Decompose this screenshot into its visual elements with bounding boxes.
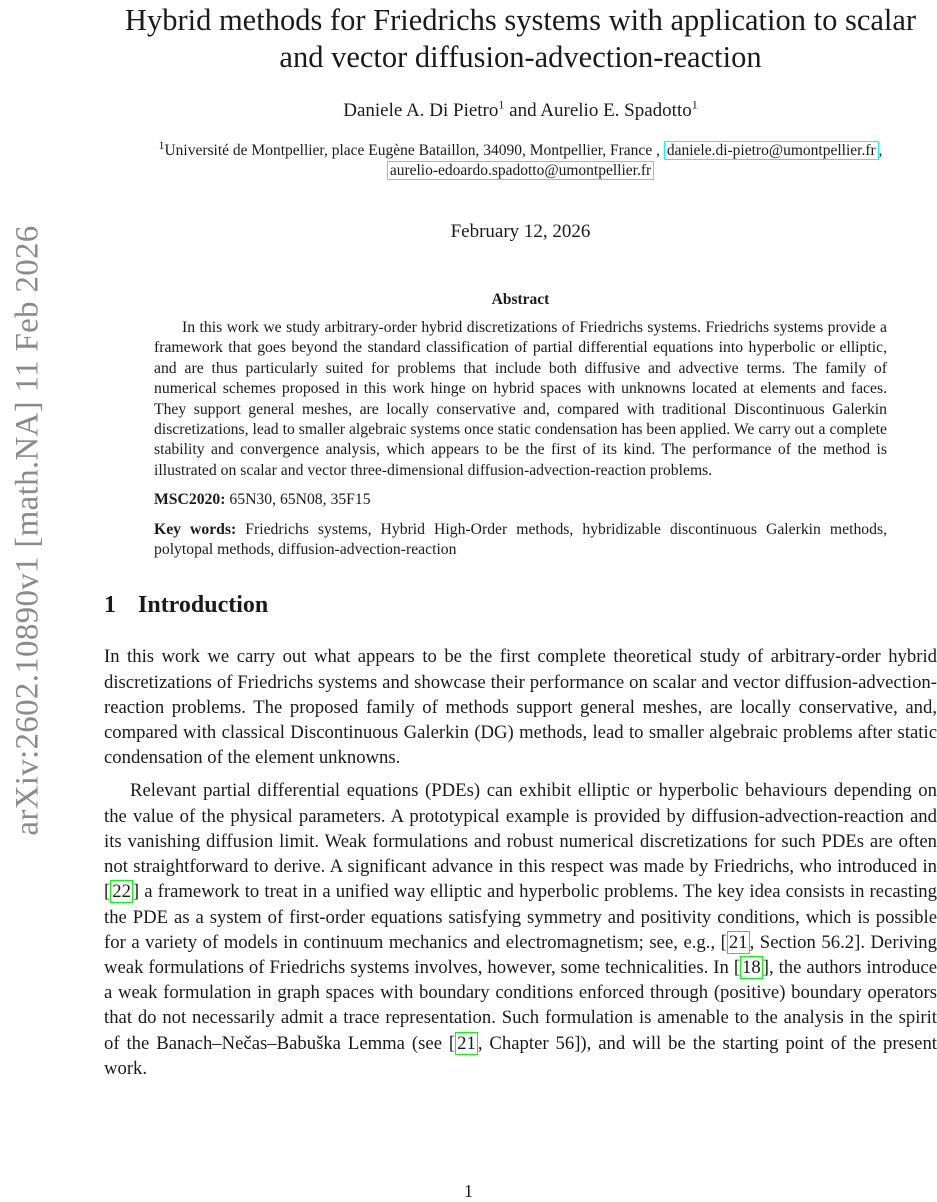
- paper-page: [104, 0, 937, 1081]
- msc-codes: 65N30, 65N08, 35F15: [229, 491, 371, 509]
- page-number: 1: [464, 1181, 473, 1201]
- intro-paragraph-1: In this work we carry out what appears to be the first complete theoretical study of arbitrary-order hybrid discretizations of Friedrichs systems and showcase their performance on scalar and vector diffusion-advection-reaction problems. The proposed family of methods support general meshes, are locally conservative, and, compared with classical Discontinuous Galerkin (DG) methods, lead to smaller algebraic problems after static condensation of the element unknowns.: [104, 646, 937, 769]
- section-title: Introduction: [138, 592, 269, 619]
- affiliation: [104, 137, 937, 181]
- publication-date: February 12, 2026: [450, 221, 591, 242]
- affiliation-marker: 1: [691, 97, 698, 112]
- author-name: Aurelio E. Spadotto: [540, 100, 692, 121]
- section-heading: [104, 592, 937, 619]
- paragraph-text: ], the authors introduce a weak formulation in graph spaces with boundary conditions enforced through (positive) boundary operators that do not necessarily admit a trace representation. Such formulation is amenable to the analysis in the spirit of the Banach–Nečas–Babuška Lemma (see [: [104, 956, 937, 1054]
- msc-line: [154, 490, 887, 510]
- citation-link[interactable]: 21: [457, 1032, 476, 1054]
- intro-paragraph-2: [104, 778, 937, 1080]
- arxiv-id-text: arXiv:2602.10890v1 [math.NA] 11 Feb 2026: [9, 224, 46, 836]
- affiliation-text: Université de Montpellier, place Eugène Bataillon, 34090, Montpellier, France ,: [164, 142, 664, 159]
- arxiv-identifier-stamp: [4, 200, 52, 860]
- paragraph-text: ] a framework to treat in a unified way elliptic and hyperbolic problems. The key idea consists in recasting the PDE as a system of first-order equations satisfying symmetry and positivity conditions, which is possible for a variety of models in continuum mechanics and electromagnetism; see, e.g., [: [104, 881, 937, 953]
- msc-label: MSC2020:: [154, 491, 226, 509]
- abstract-heading: Abstract: [491, 291, 550, 308]
- author-list: [104, 97, 937, 122]
- section-number: 1: [104, 592, 116, 619]
- citation-link[interactable]: 21: [728, 931, 748, 953]
- citation-link[interactable]: 22: [112, 881, 131, 903]
- paragraph-text: Relevant partial differential equations (PDEs) can exhibit elliptic or hyperbolic behaviours depending on the value of the physical parameters. A prototypical example is provided by diffusion-advection-reaction and its vanishing diffusion limit. Weak formulations and robust numerical discretizations for such PDEs are often not straightforward to derive. A significant advance in this respect was made by Friedrichs, who introduced in [: [104, 780, 937, 903]
- affiliation-marker: 1: [158, 137, 165, 152]
- author-name: Daniele A. Di Pietro: [343, 100, 499, 121]
- keywords-label: Key words:: [154, 520, 237, 538]
- citation-link[interactable]: 18: [742, 956, 761, 978]
- email-link[interactable]: daniele.di-pietro@umontpellier.fr: [664, 141, 879, 160]
- paper-title: Hybrid methods for Friedrichs systems with application to scalar and vector diffusion-advection-reaction: [124, 3, 917, 74]
- paragraph-text: , Section 56.2]. Deriving weak formulations of Friedrichs systems involves, however, some technicalities. In [: [104, 931, 937, 978]
- email-link[interactable]: aurelio-edoardo.spadotto@umontpellier.fr: [387, 161, 654, 180]
- abstract-text: In this work we study arbitrary-order hybrid discretizations of Friedrichs systems. Friedrichs systems provide a framework that goes beyond the standard classification of partial differential equations into hyperbolic or elliptic, and are thus particularly suited for problems that include both diffusive and advective terms. The family of numerical schemes proposed in this work hinge on hybrid spaces with unknowns located at elements and faces. They support general meshes, are locally conservative and, compared with traditional Discontinuous Galerkin discretizations, lead to smaller algebraic systems once static condensation has been applied. We carry out a complete stability and convergence analysis, which appears to be the first of its kind. The performance of the method is illustrated on scalar and vector three-dimensional diffusion-advection-reaction problems.: [154, 319, 887, 479]
- paragraph-text: , Chapter 56]), and will be the starting point of the present work.: [104, 1032, 937, 1079]
- keywords-list: Friedrichs systems, Hybrid High-Order methods, hybridizable discontinuous Galerkin methods, polytopal methods, diffusion-advection-reaction: [154, 520, 888, 559]
- author-conjunction: and: [504, 100, 541, 121]
- keywords-line: [154, 520, 887, 561]
- affiliation-separator: ,: [878, 142, 883, 159]
- affiliation-marker: 1: [498, 97, 505, 112]
